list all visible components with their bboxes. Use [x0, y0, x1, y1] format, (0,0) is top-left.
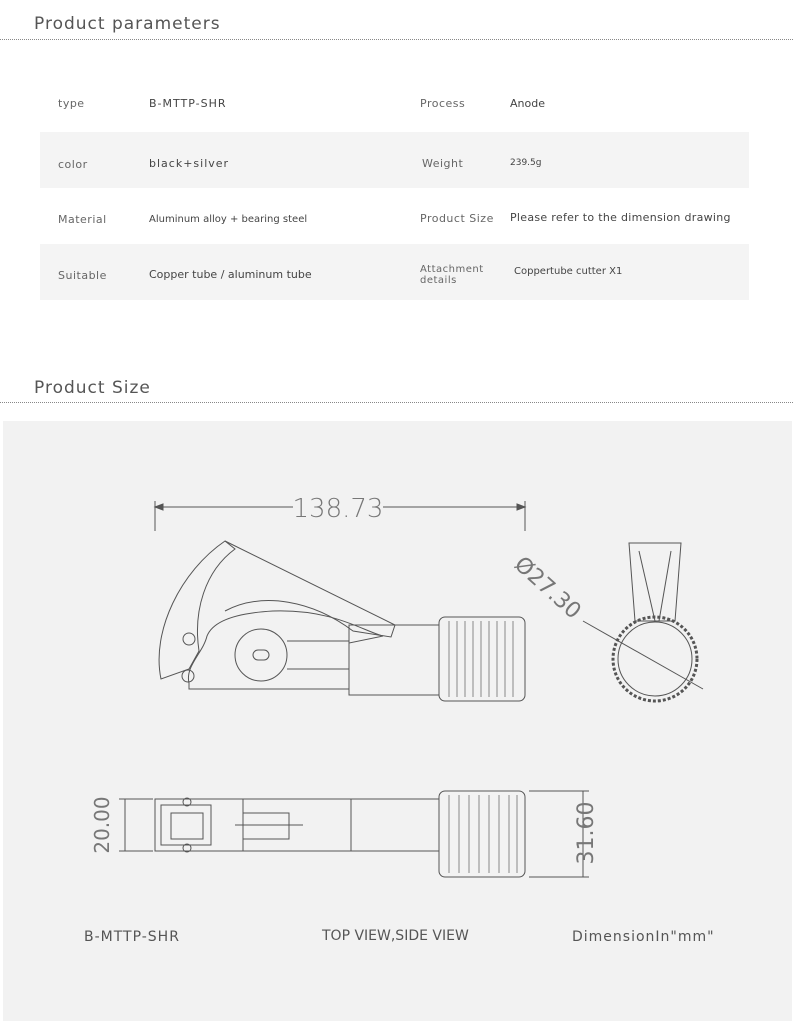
param-value: 239.5g — [510, 158, 542, 168]
param-row-suitable — [40, 244, 749, 300]
param-label: Process — [420, 97, 466, 110]
param-label: Product Size — [420, 212, 494, 225]
width-large-dimension-label: 31.60 — [574, 801, 599, 865]
param-row-color — [40, 132, 749, 188]
param-value: Coppertube cutter X1 — [514, 266, 623, 277]
param-label: Weight — [422, 157, 464, 170]
param-row-material — [40, 190, 749, 246]
units-caption: DimensionIn"mm" — [572, 929, 715, 945]
diameter-dimension-label: Ø27.30 — [509, 552, 586, 625]
cutter-side-view — [159, 541, 525, 701]
product-size-title: Product Size — [34, 378, 151, 398]
param-value: black+silver — [149, 157, 230, 170]
param-value: Anode — [510, 97, 545, 110]
product-parameters-title: Product parameters — [34, 14, 221, 34]
param-label: Attachment details — [420, 264, 484, 286]
cutter-top-view — [155, 791, 525, 877]
views-caption: TOP VIEW,SIDE VIEW — [322, 928, 469, 944]
param-value: Copper tube / aluminum tube — [149, 268, 312, 281]
section-divider — [0, 39, 793, 40]
param-label: color — [58, 158, 88, 171]
cutter-end-view — [613, 543, 697, 701]
param-label: Suitable — [58, 269, 107, 282]
section-divider — [0, 402, 793, 403]
param-label: Material — [58, 213, 107, 226]
model-caption: B-MTTP-SHR — [84, 929, 180, 945]
param-row-type — [40, 75, 749, 131]
param-label: type — [58, 97, 85, 110]
width-small-dimension-label: 20.00 — [90, 796, 114, 854]
length-dimension-label: 138.73 — [292, 494, 384, 524]
param-value: Please refer to the dimension drawing — [510, 211, 731, 224]
param-value: Aluminum alloy + bearing steel — [149, 214, 308, 225]
param-value: B-MTTP-SHR — [149, 97, 227, 110]
